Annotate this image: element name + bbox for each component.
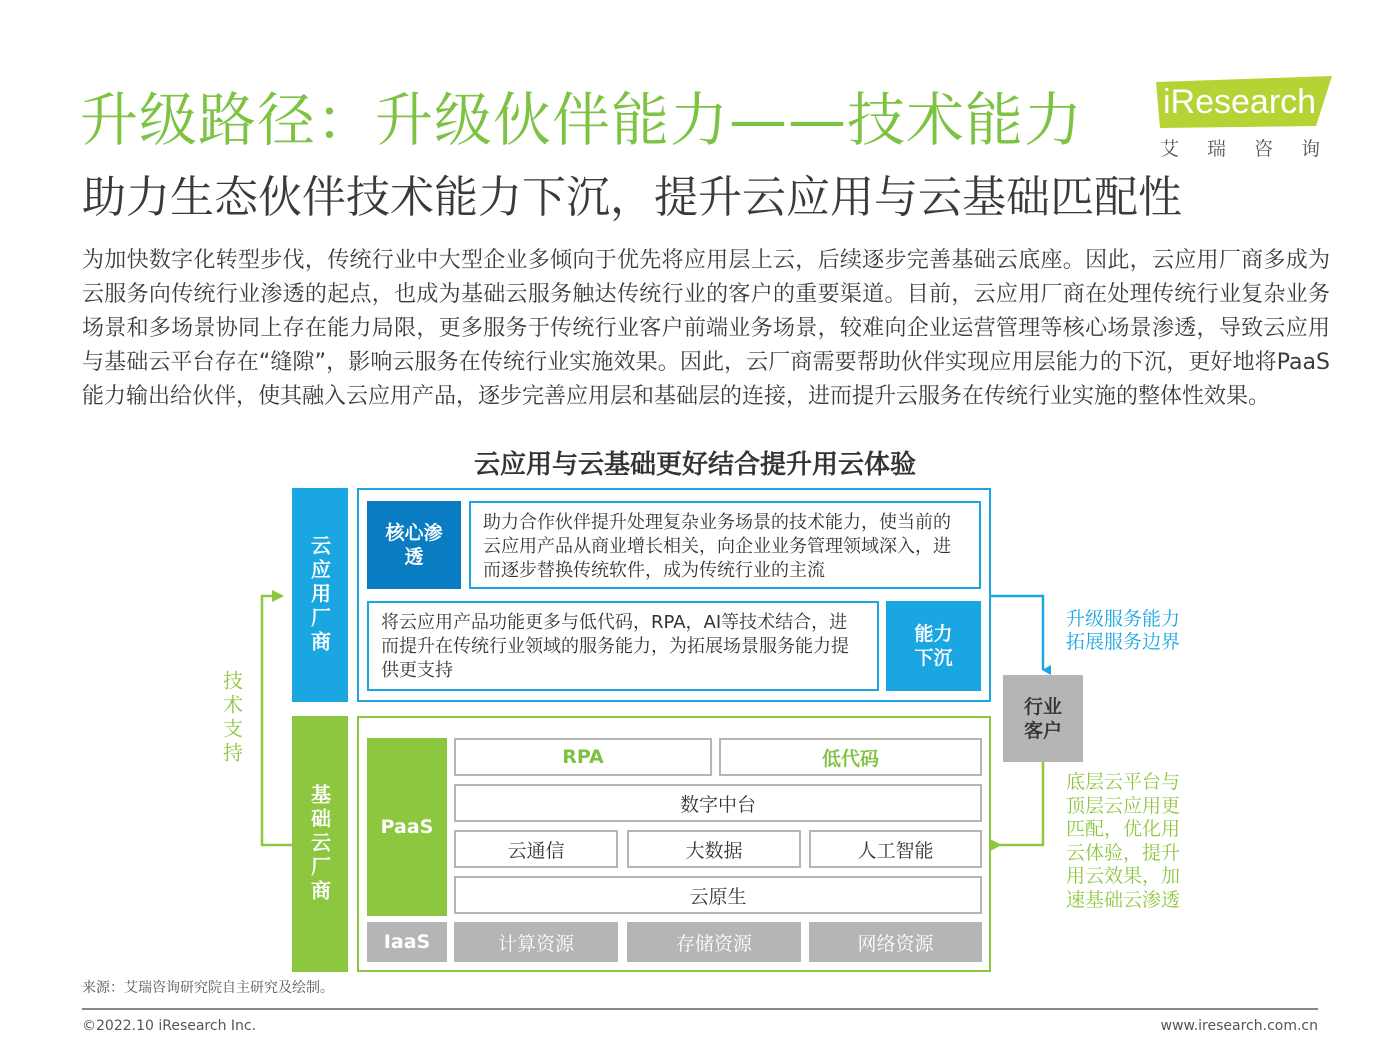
paas-label: PaaS — [367, 738, 447, 916]
logo-brand-text: iResearch — [1163, 83, 1317, 121]
iaas-item: 网络资源 — [809, 922, 982, 962]
paas-item-rpa: RPA — [454, 738, 712, 776]
paas-item-big-data: 大数据 — [627, 830, 801, 868]
iaas-item: 存储资源 — [627, 922, 801, 962]
paas-item-cloud-comm: 云通信 — [454, 830, 618, 868]
capability-sink-label: 能力下沉 — [886, 601, 981, 691]
intro-paragraph: 为加快数字化转型步伐，传统行业中大型企业多倾向于优先将应用层上云，后续逐步完善基础云底座。因此，云应用厂商多成为云服务向传统行业渗透的起点，也成为基础云服务触达传统行业的客户的重要渠道。目前，云应用厂商在处理传统行业复杂业务场景和多场景协同上存在能力局限，更多服务于传统行业客户前端业务场景，较难向企业运营管理等核心场景渗透，导致云应用与基础云平台存在“缝隙”，影响云服务在传统行业实施效果。因此，云厂商需要帮助伙伴实现应用层能力的下沉，更好地将PaaS能力输出给伙伴，使其融入云应用产品，逐步完善应用层和基础层的连接，进而提升云服务在传统行业实施的整体性效果。 — [82, 248, 1330, 409]
match-arrow — [1000, 762, 1043, 845]
industry-customer-box: 行业客户 — [1003, 675, 1083, 762]
upgrade-service-text: 升级服务能力拓展服务边界 — [1066, 608, 1181, 653]
core-penetration-label: 核心渗透 — [367, 501, 461, 589]
paas-item-lowcode: 低代码 — [719, 738, 982, 776]
logo-cn-text: 艾瑞咨询 — [1160, 138, 1349, 160]
source-note: 来源：艾瑞咨询研究院自主研究及绘制。 — [82, 980, 334, 996]
footer-divider — [82, 1008, 1318, 1010]
copyright-text: ©2022.10 iResearch Inc. — [82, 1018, 257, 1034]
iaas-label: IaaS — [367, 922, 447, 962]
upgrade-arrow — [990, 596, 1043, 670]
paas-item-cloud-native: 云原生 — [454, 876, 982, 914]
core-penetration-desc: 助力合作伙伴提升处理复杂业务场景的技术能力，使当前的云应用产品从商业增长相关，向企业业务管理领域深入，进而逐步替换传统软件，成为传统行业的主流 — [469, 501, 981, 589]
paas-item-ai: 人工智能 — [809, 830, 982, 868]
page-title: 升级路径：升级伙伴能力——技术能力 — [80, 86, 1084, 154]
page-subtitle: 助力生态伙伴技术能力下沉，提升云应用与云基础匹配性 — [82, 172, 1182, 223]
iaas-item: 计算资源 — [454, 922, 618, 962]
capability-sink-desc: 将云应用产品功能更多与低代码，RPA，AI等技术结合，进而提升在传统行业领域的服务能力，为拓展场景服务能力提供更支持 — [367, 601, 879, 691]
tech-support-label: 技术支持 — [219, 670, 244, 766]
match-experience-text: 底层云平台与顶层云应用更匹配，优化用云体验，提升用云效果，加速基础云渗透 — [1066, 771, 1181, 911]
tech-support-line — [262, 596, 292, 845]
website-link: www.iresearch.com.cn — [1160, 1018, 1318, 1034]
cloud-app-vendor-label: 云应用厂商 — [292, 488, 348, 702]
diagram-title: 云应用与云基础更好结合提升用云体验 — [473, 450, 916, 480]
paas-item-digital-platform: 数字中台 — [454, 784, 982, 822]
base-cloud-vendor-label: 基础云厂商 — [292, 716, 348, 972]
